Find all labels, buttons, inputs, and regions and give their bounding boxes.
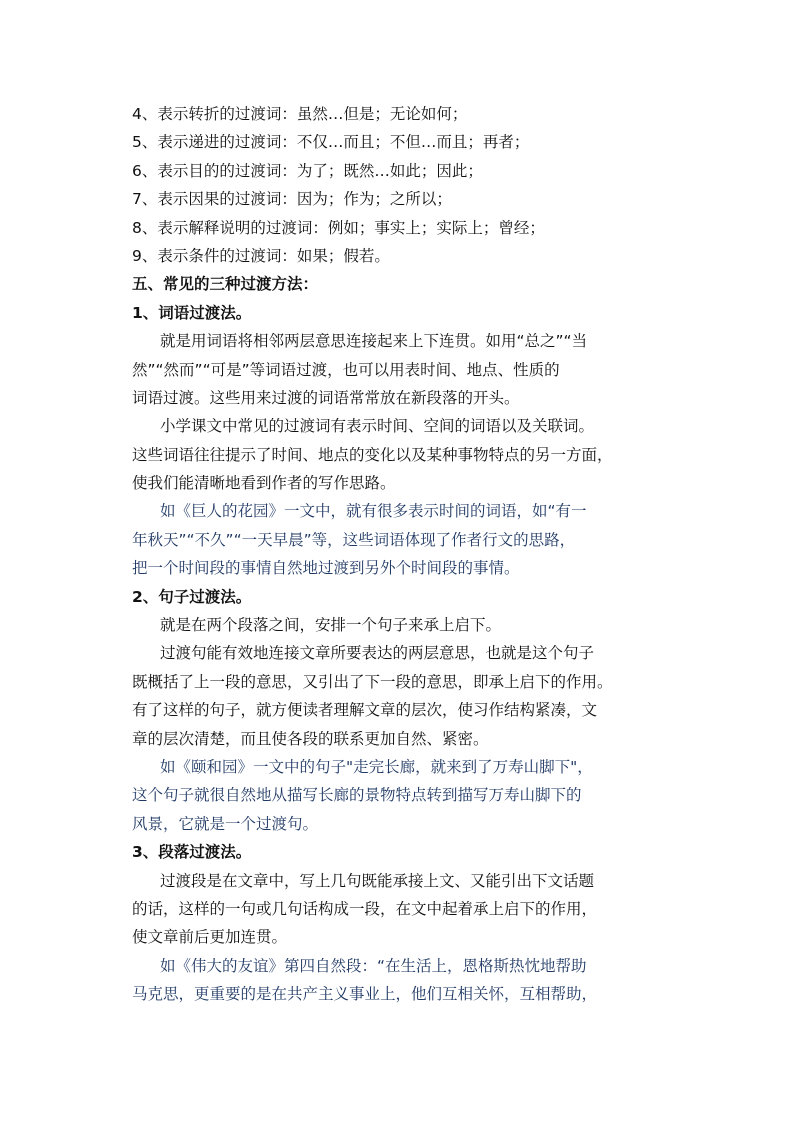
list-item: 8、表示解释说明的过渡词：例如；事实上；实际上；曾经； bbox=[132, 218, 545, 237]
list-item: 4、表示转折的过渡词：虽然…但是；无论如何； bbox=[132, 105, 468, 123]
paragraph-line: 就是在两个段落之间，安排一个句子来承上启下。 bbox=[160, 616, 502, 635]
paragraph-line: 有了这样的句子，就方便读者理解文章的层次，使习作结构紧凑，文 bbox=[132, 701, 598, 720]
paragraph-line: 小学课文中常见的过渡词有表示时间、空间的词语以及关联词。 bbox=[160, 417, 595, 436]
example-line: 马克思，更重要的是在共产主义事业上，他们互相关怀，互相帮助， bbox=[132, 985, 598, 1004]
paragraph-line: 过渡句能有效地连接文章所要表达的两层意思，也就是这个句子 bbox=[160, 644, 595, 663]
example-line: 风景，它就是一个过渡句。 bbox=[132, 814, 319, 833]
section-heading: 五、常见的三种过渡方法： bbox=[132, 275, 319, 294]
paragraph-line: 过渡段是在文章中，写上几句既能承接上文、又能引出下文话题 bbox=[160, 871, 595, 890]
list-item: 6、表示目的的过渡词：为了；既然…如此；因此； bbox=[132, 161, 483, 180]
subsection-heading: 3、段落过渡法。 bbox=[132, 843, 252, 862]
subsection-heading: 2、句子过渡法。 bbox=[132, 587, 252, 606]
paragraph-line: 使文章前后更加连贯。 bbox=[132, 928, 288, 947]
paragraph-line: 这些词语往往提示了时间、地点的变化以及某种事物特点的另一方面， bbox=[132, 445, 613, 464]
example-line: 年秋天”“不久”“一天早晨”等，这些词语体现了作者行文的思路， bbox=[132, 530, 576, 549]
example-line: 这个句子就很自然地从描写长廊的景物特点转到描写万寿山脚下的 bbox=[132, 786, 582, 805]
example-line: 如《伟大的友谊》第四自然段：“在生活上，恩格斯热忱地帮助 bbox=[160, 956, 587, 975]
document-page bbox=[132, 100, 672, 1009]
subsection-heading: 1、词语过渡法。 bbox=[132, 303, 252, 322]
paragraph-line: 既概括了上一段的意思，又引出了下一段的意思，即承上启下的作用。 bbox=[132, 672, 613, 691]
paragraph-line: 的话，这样的一句或几句话构成一段，在文中起着承上启下的作用， bbox=[132, 899, 598, 918]
paragraph-line: 使我们能清晰地看到作者的写作思路。 bbox=[132, 474, 396, 493]
example-line: 把一个时间段的事情自然地过渡到另外个时间段的事情。 bbox=[132, 559, 520, 578]
paragraph-line: 词语过渡。这些用来过渡的词语常常放在新段落的开头。 bbox=[132, 388, 520, 407]
list-item: 7、表示因果的过渡词：因为；作为；之所以； bbox=[132, 190, 452, 209]
example-line: 如《巨人的花园》一文中，就有很多表示时间的词语，如“有一 bbox=[160, 502, 587, 521]
list-item: 9、表示条件的过渡词：如果；假若。 bbox=[132, 246, 390, 265]
paragraph-line: 章的层次清楚，而且使各段的联系更加自然、紧密。 bbox=[132, 729, 489, 748]
paragraph-line: 然”“然而”“可是”等词语过渡，也可以用表时间、地点、性质的 bbox=[132, 360, 560, 379]
paragraph-line: 就是用词语将相邻两层意思连接起来上下连贯。如用“总之”“当 bbox=[160, 332, 588, 351]
list-item: 5、表示递进的过渡词：不仅…而且；不但…而且；再者； bbox=[132, 133, 530, 152]
example-line: 如《颐和园》一文中的句子"走完长廊，就来到了万寿山脚下"， bbox=[160, 757, 593, 776]
